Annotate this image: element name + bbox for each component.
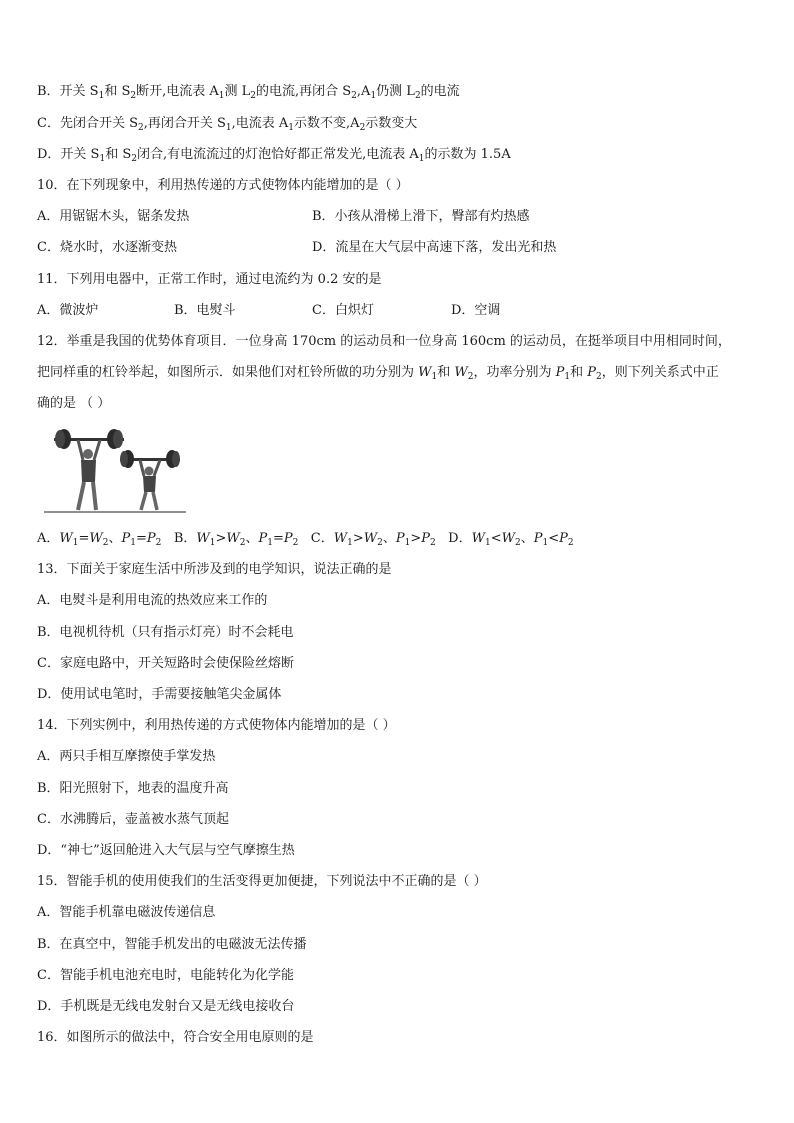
q10-option-c: C．烧水时，水逐渐变热	[37, 240, 177, 255]
q12-stem-line1: 12．举重是我国的优势体育项目．一位身高 170cm 的运动员和一位身高 160cm 的运动员，在挺举项目中用相同时间，	[37, 334, 731, 349]
q14-option-a: A．两只手相互摩擦使手掌发热	[37, 749, 216, 764]
q15-option-c: C．智能手机电池充电时，电能转化为化学能	[37, 968, 294, 983]
q14-option-c: C．水沸腾后，壶盖被水蒸气顶起	[37, 812, 229, 827]
q14-option-d: D．“神七”返回舱进入大气层与空气摩擦生热	[37, 843, 295, 858]
q11-stem: 11．下列用电器中，正常工作时，通过电流约为 0.2 安的是	[37, 272, 382, 287]
q13-stem: 13．下面关于家庭生活中所涉及到的电学知识，说法正确的是	[37, 562, 392, 577]
q13-option-a: A．电熨斗是利用电流的热效应来工作的	[37, 593, 268, 608]
q15-option-b: B．在真空中，智能手机发出的电磁波无法传播	[37, 937, 307, 952]
q12-options	[37, 530, 574, 548]
q13-option-b: B．电视机待机（只有指示灯亮）时不会耗电	[37, 625, 294, 640]
q9-option-d: D．开关 $S_1$和 $S_2$闭合,有电流流过的灯泡恰好都正常发光,电流表 $A_1$的示数为 1.5A	[37, 147, 511, 164]
q15-option-a: A．智能手机靠电磁波传递信息	[37, 905, 216, 920]
q12-option-a: A．$W_1=W_2$、$P_1=P_2$	[37, 531, 162, 548]
q10-option-b: B．小孩从滑梯上滑下，臀部有灼热感	[312, 209, 530, 224]
q12-option-c: C．$W_1>W_2$、$P_1>P_2$	[310, 531, 436, 548]
q12-stem-line3: 确的是 （ ）	[37, 396, 111, 411]
q13-option-d: D．使用试电笔时，手需要接触笔尖金属体	[37, 687, 282, 702]
q9-option-b: B．开关 $S_1$和 $S_2$断开,电流表 $A_1$测 $L_2$的电流,再闭合 $S_2,A_1$仍测 $L_2$的电流	[37, 84, 460, 101]
q11-option-d: D．空调	[451, 303, 501, 318]
q15-stem: 15．智能手机的使用使我们的生活变得更加便捷，下列说法中不正确的是（ ）	[37, 874, 487, 889]
q11-option-b: B．电熨斗	[174, 303, 236, 318]
q12-option-b: B．$W_1>W_2$、$P_1=P_2$	[173, 531, 299, 548]
q9-option-c: C．先闭合开关 $S_2$,再闭合开关 $S_1$,电流表 $A_1$示数不变$,A_2$示数变大	[37, 116, 418, 133]
q14-option-b: B．阳光照射下，地表的温度升高	[37, 781, 229, 796]
q11-option-c: C．白炽灯	[312, 303, 374, 318]
q11-option-a: A．微波炉	[37, 303, 99, 318]
q13-option-c: C．家庭电路中，开关短路时会使保险丝熔断	[37, 656, 294, 671]
weightlifters-illustration	[44, 424, 188, 516]
q15-option-d: D．手机既是无线电发射台又是无线电接收台	[37, 999, 295, 1014]
q12-stem-line2: 把同样重的杠铃举起，如图所示．如果他们对杠铃所做的功分别为 $W_1$和 $W_2$，功率分别为 $P_1$和 $P_2$，则下列关系式中正	[37, 365, 719, 382]
q16-stem: 16．如图所示的做法中，符合安全用电原则的是	[37, 1030, 314, 1045]
q12-option-d: D．$W_1<W_2$、$P_1<P_2$	[448, 531, 574, 548]
q10-stem: 10．在下列现象中，利用热传递的方式使物体内能增加的是（ ）	[37, 178, 409, 193]
q10-option-d: D．流星在大气层中高速下落，发出光和热	[312, 240, 557, 255]
q14-stem: 14．下列实例中，利用热传递的方式使物体内能增加的是（ ）	[37, 718, 396, 733]
q10-option-a: A．用锯锯木头，锯条发热	[37, 209, 190, 224]
weightlifters-figure	[44, 424, 188, 516]
